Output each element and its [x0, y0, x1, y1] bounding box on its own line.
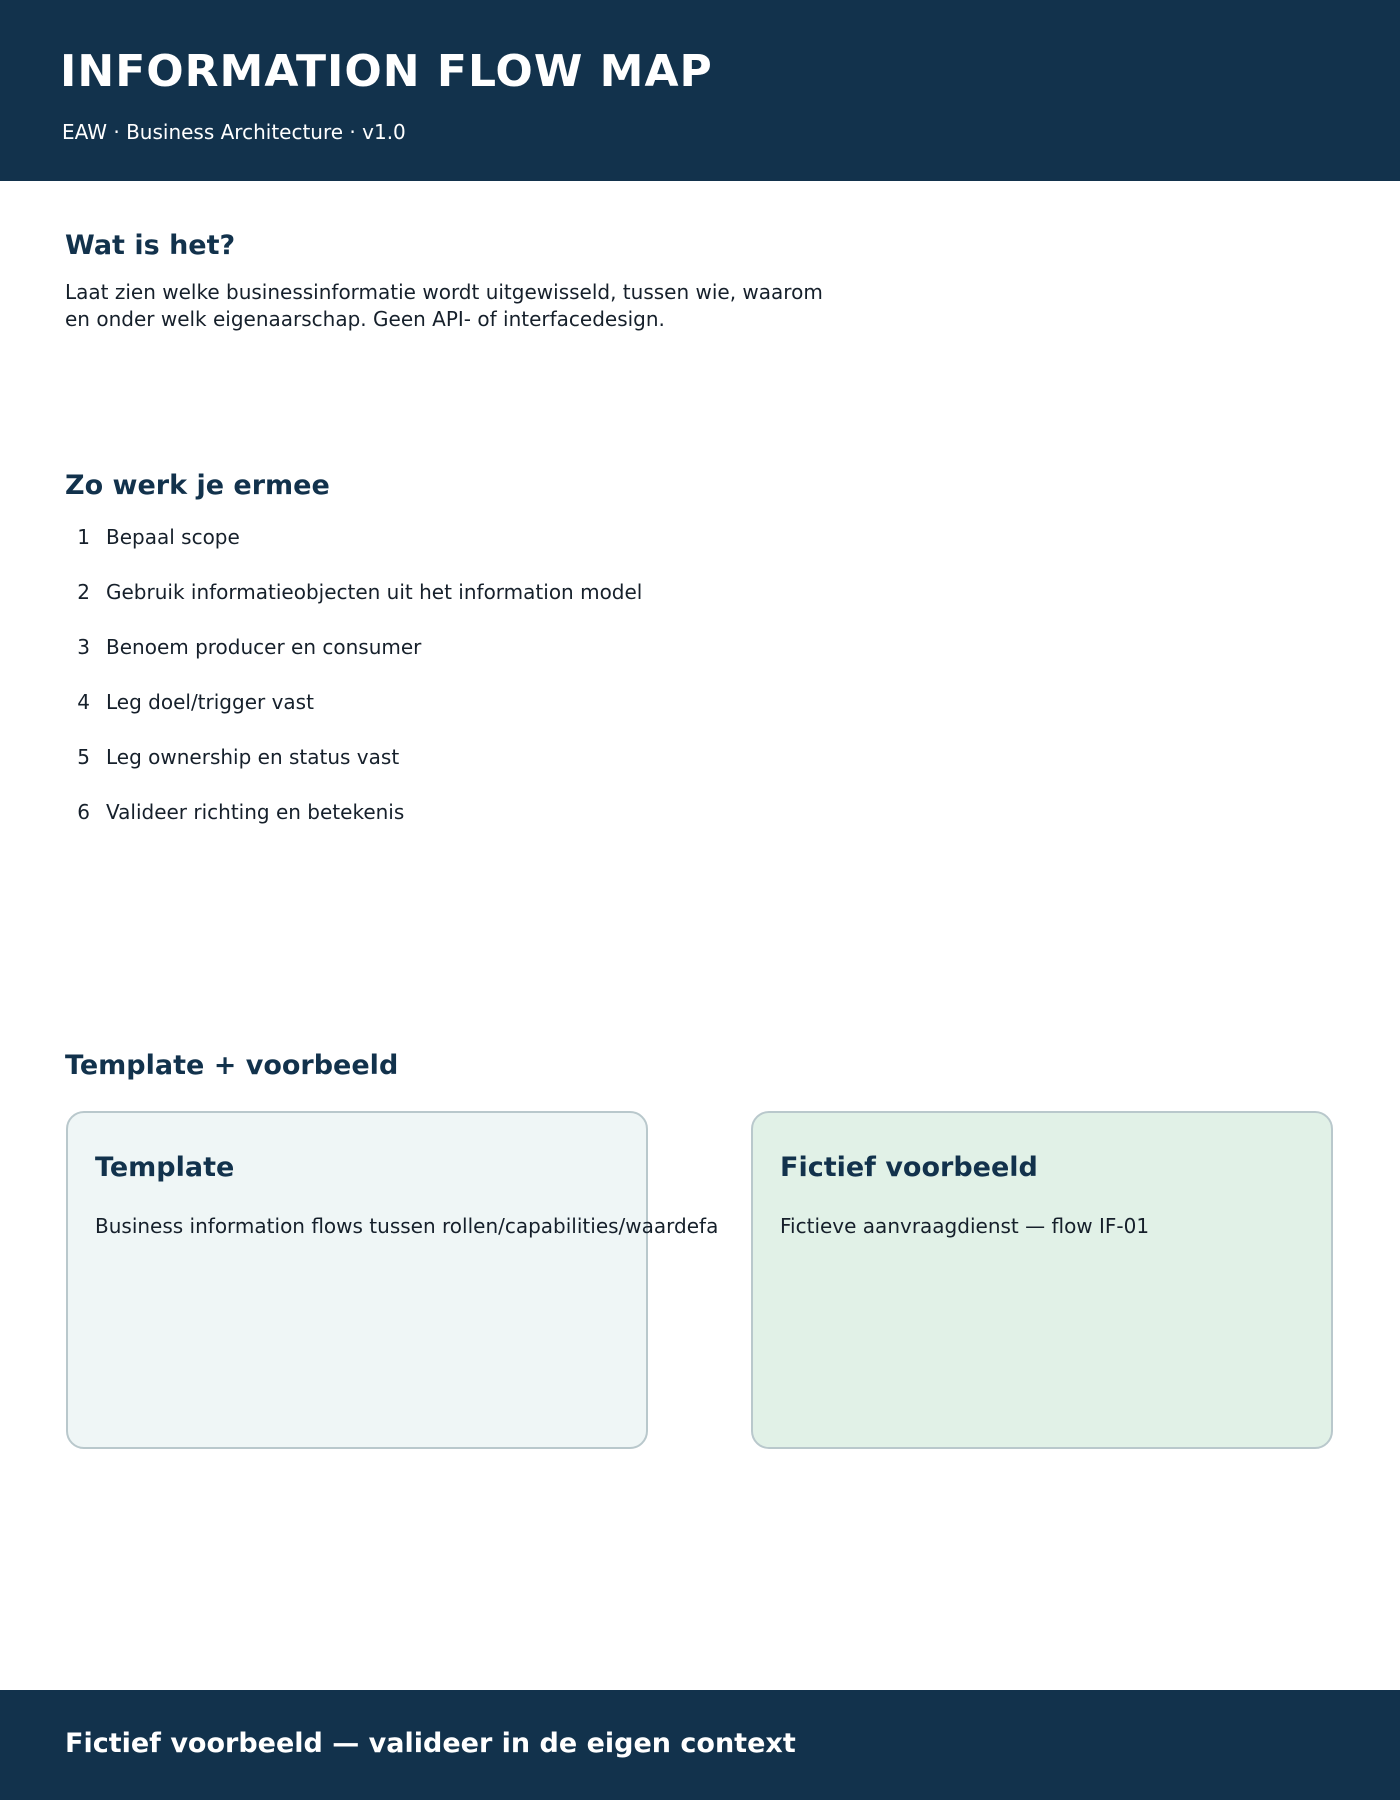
step-number: 3: [77, 635, 90, 659]
step-number: 6: [77, 800, 90, 824]
step-item: [65, 524, 642, 579]
section-heading-what: Wat is het?: [65, 230, 236, 261]
page-title: INFORMATION FLOW MAP: [60, 46, 713, 97]
steps-list: [65, 524, 642, 854]
step-item: [65, 799, 642, 854]
page-header: [0, 0, 1400, 181]
template-card-title: Template: [95, 1152, 235, 1183]
footer-text: Fictief voorbeeld — valideer in de eigen context: [65, 1728, 796, 1759]
step-item: [65, 689, 642, 744]
step-label: Gebruik informatieobjecten uit het information model: [106, 580, 643, 604]
intro-paragraph: Laat zien welke businessinformatie wordt uitgewisseld, tussen wie, waarom en onder welk eigenaarschap. Geen API- of interfacedesign.: [65, 280, 823, 331]
step-number: 1: [77, 525, 90, 549]
template-card: [66, 1111, 719, 1449]
section-heading-template: Template + voorbeeld: [65, 1050, 399, 1081]
example-card: [751, 1111, 1333, 1449]
step-number: 4: [77, 690, 90, 714]
example-card-text: Fictieve aanvraagdienst — flow IF-01: [780, 1214, 1150, 1238]
step-label: Leg ownership en status vast: [106, 745, 400, 769]
page-footer: [0, 1690, 1400, 1800]
example-card-title: Fictief voorbeeld: [780, 1152, 1038, 1183]
step-label: Leg doel/trigger vast: [106, 690, 314, 714]
step-number: 5: [77, 745, 90, 769]
step-label: Benoem producer en consumer: [106, 635, 422, 659]
step-number: 2: [77, 580, 90, 604]
step-label: Bepaal scope: [106, 525, 240, 549]
page-subtitle: EAW · Business Architecture · v1.0: [62, 120, 406, 144]
step-label: Valideer richting en betekenis: [106, 800, 405, 824]
step-item: [65, 744, 642, 799]
step-item: [65, 634, 642, 689]
template-card-text: Business information flows tussen rollen/capabilities/waardefa: [95, 1214, 719, 1238]
step-item: [65, 579, 642, 634]
section-heading-how: Zo werk je ermee: [65, 470, 330, 501]
